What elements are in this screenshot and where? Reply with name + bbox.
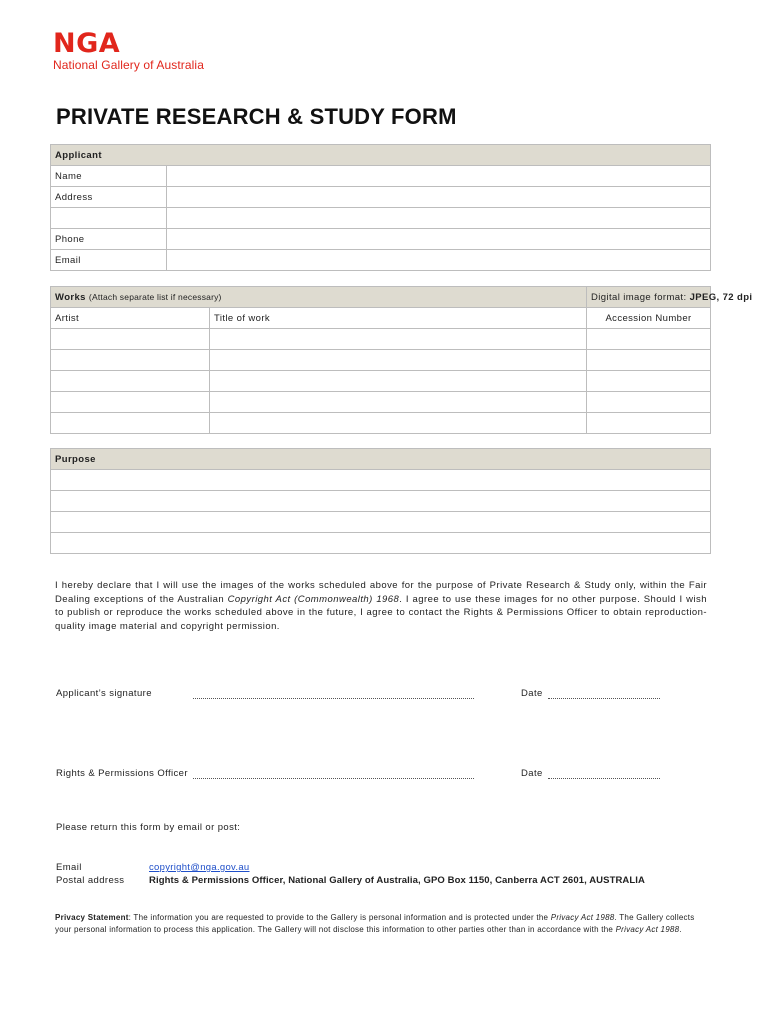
page-title: PRIVATE RESEARCH & STUDY FORM bbox=[56, 104, 457, 129]
artist-cell[interactable] bbox=[51, 413, 210, 434]
address-label: Address bbox=[51, 187, 167, 208]
table-row bbox=[51, 371, 711, 392]
applicant-signature-line[interactable] bbox=[193, 689, 474, 699]
title-cell[interactable] bbox=[210, 329, 587, 350]
applicant-heading: Applicant bbox=[51, 145, 711, 166]
applicant-signature-label: Applicant’s signature bbox=[56, 688, 152, 699]
purpose-line[interactable] bbox=[51, 491, 711, 512]
return-instructions: Please return this form by email or post: bbox=[56, 822, 241, 833]
privacy-act-reference-1: Privacy Act 1988 bbox=[550, 913, 615, 922]
accession-cell[interactable] bbox=[587, 329, 711, 350]
copyright-act-reference: Copyright Act (Commonwealth) 1968 bbox=[227, 593, 400, 605]
title-cell[interactable] bbox=[210, 392, 587, 413]
declaration-part-2: . I agree to use these images for no other purpose. Should I wish to publish or reproduce the works scheduled above in the future, I agree to contact the Rights & Permissions Officer to obtain reproduction-quality image material and copyright permission. bbox=[55, 593, 707, 632]
table-row bbox=[51, 533, 711, 554]
artist-column-header: Artist bbox=[51, 308, 210, 329]
purpose-line[interactable] bbox=[51, 512, 711, 533]
accession-cell[interactable] bbox=[587, 413, 711, 434]
email-contact-label: Email bbox=[56, 862, 82, 873]
email-contact-link[interactable]: copyright@nga.gov.au bbox=[149, 862, 250, 873]
postal-address-label: Postal address bbox=[56, 875, 125, 886]
privacy-part-2: . The Gallery collects your personal information to process this application. The Gallery will not disclose this information to other parties other than in accordance with the bbox=[55, 913, 695, 934]
officer-date-label: Date bbox=[521, 768, 543, 779]
nga-logo-name: National Gallery of Australia bbox=[53, 58, 204, 72]
purpose-heading: Purpose bbox=[51, 449, 711, 470]
email-field[interactable] bbox=[167, 250, 711, 271]
image-format bbox=[587, 287, 753, 308]
name-label: Name bbox=[51, 166, 167, 187]
table-row bbox=[51, 392, 711, 413]
privacy-part-1: : The information you are requested to provide to the Gallery is personal information and is protected under the bbox=[128, 913, 551, 922]
declaration-text bbox=[55, 579, 707, 633]
privacy-act-reference-2: Privacy Act 1988 bbox=[615, 924, 680, 934]
address-field-line-2[interactable] bbox=[167, 208, 711, 229]
title-column-header: Title of work bbox=[210, 308, 587, 329]
officer-signature-line[interactable] bbox=[193, 769, 474, 779]
name-field[interactable] bbox=[167, 166, 711, 187]
artist-cell[interactable] bbox=[51, 350, 210, 371]
works-heading bbox=[51, 287, 587, 308]
purpose-line[interactable] bbox=[51, 470, 711, 491]
address-label-continued bbox=[51, 208, 167, 229]
applicant-date-label: Date bbox=[521, 688, 543, 699]
artist-cell[interactable] bbox=[51, 329, 210, 350]
artist-cell[interactable] bbox=[51, 392, 210, 413]
declaration-part-1: I hereby declare that I will use the images of the works scheduled above for the purpose of Private Research & Study only, within the Fair Dealing exceptions of the Australian bbox=[55, 580, 707, 605]
accession-column-header: Accession Number bbox=[587, 308, 711, 329]
artist-cell[interactable] bbox=[51, 371, 210, 392]
applicant-table bbox=[50, 144, 711, 271]
officer-signature-label: Rights & Permissions Officer bbox=[56, 768, 188, 779]
email-label: Email bbox=[51, 250, 167, 271]
title-cell[interactable] bbox=[210, 413, 587, 434]
postal-address-value: Rights & Permissions Officer, National Gallery of Australia, GPO Box 1150, Canberra ACT 2601, AUSTRALIA bbox=[149, 875, 645, 886]
nga-logo: NGA bbox=[53, 28, 121, 59]
works-heading-label: Works bbox=[55, 291, 86, 303]
privacy-statement-label: Privacy Statement bbox=[55, 913, 129, 922]
table-row bbox=[51, 491, 711, 512]
image-format-label: Digital image format: bbox=[591, 291, 687, 303]
applicant-date-line[interactable] bbox=[548, 689, 660, 699]
privacy-statement bbox=[55, 912, 707, 936]
table-row bbox=[51, 512, 711, 533]
table-row bbox=[51, 329, 711, 350]
accession-cell[interactable] bbox=[587, 371, 711, 392]
phone-field[interactable] bbox=[167, 229, 711, 250]
table-row bbox=[51, 470, 711, 491]
privacy-part-3: . bbox=[679, 924, 682, 934]
works-table bbox=[50, 286, 753, 434]
phone-label: Phone bbox=[51, 229, 167, 250]
officer-date-line[interactable] bbox=[548, 769, 660, 779]
address-field[interactable] bbox=[167, 187, 711, 208]
image-format-value: JPEG, 72 dpi bbox=[689, 291, 753, 303]
accession-cell[interactable] bbox=[587, 350, 711, 371]
accession-cell[interactable] bbox=[587, 392, 711, 413]
works-hint: (Attach separate list if necessary) bbox=[88, 291, 222, 302]
title-cell[interactable] bbox=[210, 350, 587, 371]
purpose-table bbox=[50, 448, 711, 554]
table-row bbox=[51, 413, 711, 434]
title-cell[interactable] bbox=[210, 371, 587, 392]
purpose-line[interactable] bbox=[51, 533, 711, 554]
table-row bbox=[51, 350, 711, 371]
